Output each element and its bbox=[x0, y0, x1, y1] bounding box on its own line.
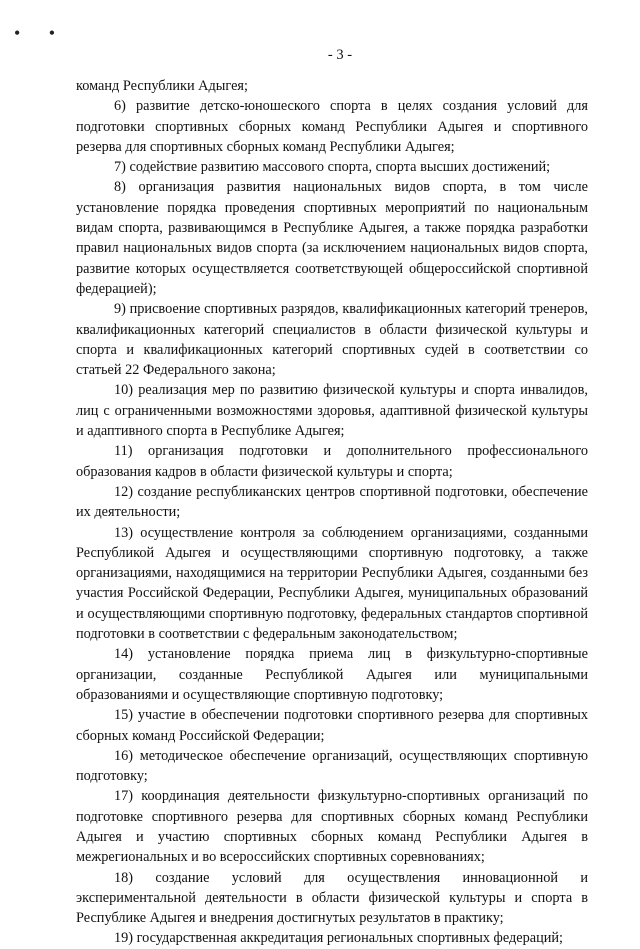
paragraph-item-9: 9) присвоение спортивных разрядов, квалификационных категорий тренеров, квалификационных категорий специалистов в области физической культуры и спорта и квалификационных категорий спортивных судей в соответствии со статьей 22 Федерального закона; bbox=[76, 301, 588, 379]
paragraph-item-6: 6) развитие детско-юношеского спорта в целях создания условий для подготовки спортивных сборных команд Республики Адыгея и спортивного резерва для спортивных сборных команд Республики Адыгея; bbox=[76, 98, 588, 155]
scan-dots: • • bbox=[14, 23, 68, 43]
paragraph-item-14: 14) установление порядка приема лиц в физкультурно-спортивные организации, созданные Республикой Адыгея или муниципальными образованиями и осуществляющие спортивную подготовку; bbox=[76, 646, 588, 703]
paragraph-item-15: 15) участие в обеспечении подготовки спортивного резерва для спортивных сборных команд Российской Федерации; bbox=[76, 707, 588, 744]
paragraph-item-16: 16) методическое обеспечение организаций, осуществляющих спортивную подготовку; bbox=[76, 747, 588, 785]
paragraph-item-7: 7) содействие развитию массового спорта, спорта высших достижений; bbox=[114, 159, 551, 176]
paragraph-item-8: 8) организация развития национальных видов спорта, в том числе установление порядка проведения спортивных мероприятий по национальным видам спорта, развивающимся в Республике Адыгея, а также порядка разработки правил национальных видов спорта (за исключением национальных видов спорта, развитие которых осуществляется соответствующей общероссийской спортивной федерацией); bbox=[76, 179, 588, 297]
paragraph-item-13: 13) осуществление контроля за соблюдением организациями, созданными Республикой Адыгея и осуществляющими спортивную подготовку, а также организациями, находящимися на территории Республики Адыгея, созданными без участия Российской Федерации, Республики Адыгея, муниципальных образований и осуществляющими спортивную подготовку, федеральных стандартов спортивной подготовки в соответствии с федеральным законодательством; bbox=[76, 524, 588, 643]
paragraph-item-18: 18) создание условий для осуществления инновационной и экспериментальной деятельности в области физической культуры и спорта в Республике Адыгея и внедрения достигнутых результатов в практику; bbox=[76, 869, 588, 927]
page-number: - 3 - bbox=[327, 47, 353, 63]
paragraph-item-17: 17) координация деятельности физкультурно-спортивных организаций по подготовке спортивного резерва для спортивных сборных команд Республики Адыгея и участию спортивных сборных команд Республики Адыгея в межрегиональных и во всероссийских спортивных соревнованиях; bbox=[76, 788, 588, 866]
paragraph-item-12: 12) создание республиканских центров спортивной подготовки, обеспечение их деятельности; bbox=[76, 483, 588, 521]
paragraph-continuation: команд Республики Адыгея; bbox=[76, 78, 248, 94]
paragraph-item-19: 19) государственная аккредитация региональных спортивных федераций; bbox=[114, 930, 564, 947]
paragraph-item-11: 11) организация подготовки и дополнительного профессионального образования кадров в области физической культуры и спорта; bbox=[76, 443, 588, 480]
paragraph-item-10: 10) реализация мер по развитию физической культуры и спорта инвалидов, лиц с ограниченными возможностями здоровья, адаптивной физической культуры и адаптивного спорта в Республике Адыгея; bbox=[76, 382, 588, 440]
document-body bbox=[76, 76, 588, 949]
